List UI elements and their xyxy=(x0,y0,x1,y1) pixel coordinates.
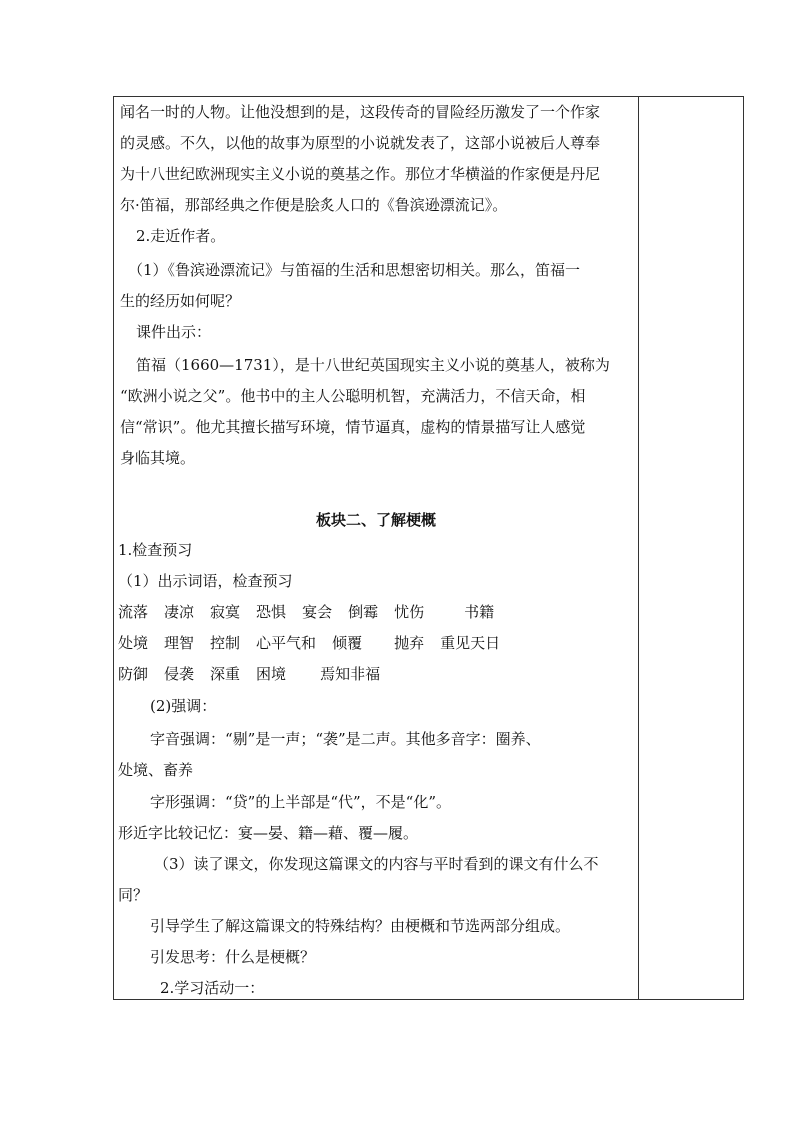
intro-line-1: 闻名一时的人物。让他没想到的是，这段传奇的冒险经历激发了一个作家 xyxy=(120,103,601,121)
intro-line-4: 尔·笛福，那部经典之作便是脍炙人口的《鲁滨逊漂流记》。 xyxy=(120,196,508,214)
word: 心平气和 xyxy=(256,634,317,652)
bio-line-2: “欧洲小说之父”。他书中的主人公聪明机智，充满活力，不信天命，相 xyxy=(120,387,586,405)
courseware-label: 课件出示： xyxy=(136,323,212,341)
word: 理智 xyxy=(164,634,195,652)
notes-cell xyxy=(639,97,743,999)
emphasis-label: (2)强调： xyxy=(150,697,217,715)
section-approach-author: 2.走近作者。 xyxy=(136,227,226,245)
question-1-line-1: （1）《鲁滨逊漂流记》与笛福的生活和思想密切相关。那么，笛福一 xyxy=(128,261,581,279)
question-3-line-1: （3）读了课文，你发现这篇课文的内容与平时看到的课文有什么不 xyxy=(154,855,599,873)
word: 忧伤 xyxy=(394,603,425,621)
word: 焉知非福 xyxy=(320,665,381,683)
similar-char-compare: 形近字比较记忆：宴—晏、籍—藉、覆—履。 xyxy=(118,824,419,842)
intro-line-3: 为十八世纪欧洲现实主义小说的奠基之作。那位才华横溢的作家便是丹尼 xyxy=(120,165,601,183)
bio-line-4: 身临其境。 xyxy=(120,449,196,467)
word: 侵袭 xyxy=(164,665,195,683)
word: 流落 xyxy=(118,603,149,621)
word: 困境 xyxy=(256,665,287,683)
section-2-title: 板块二、了解梗概 xyxy=(315,511,436,529)
word: 书籍 xyxy=(464,603,495,621)
word: 防御 xyxy=(118,665,149,683)
pronunciation-line-2: 处境、畜养 xyxy=(118,761,194,779)
shape-emphasis: 字形强调：“贷”的上半部是“代”，不是“化”。 xyxy=(150,793,452,811)
learning-activity-1: 2.学习活动一： xyxy=(160,979,265,997)
word: 倒霉 xyxy=(348,603,379,621)
words-intro: （1）出示词语，检查预习 xyxy=(118,572,293,590)
word-row-3 xyxy=(118,659,396,689)
guide-students: 引导学生了解这篇课文的特殊结构？由梗概和节选两部分组成。 xyxy=(150,917,571,935)
word: 倾覆 xyxy=(332,634,363,652)
word: 宴会 xyxy=(302,603,333,621)
word: 抛弃 xyxy=(394,634,425,652)
pronunciation-line-1: 字音强调：“剔”是一声；“袭”是二声。其他多音字：圈养、 xyxy=(150,730,541,748)
word-row-1 xyxy=(118,597,510,627)
bio-line-1: 笛福（1660—1731），是十八世纪英国现实主义小说的奠基人，被称为 xyxy=(136,356,610,374)
question-1-line-2: 生的经历如何呢？ xyxy=(120,292,241,310)
word-row-2 xyxy=(118,628,516,658)
lesson-content-cell xyxy=(114,97,638,999)
word: 深重 xyxy=(210,665,241,683)
word: 凄凉 xyxy=(164,603,195,621)
word: 重见天日 xyxy=(440,634,501,652)
word: 寂寞 xyxy=(210,603,241,621)
prompt-thinking: 引发思考：什么是梗概？ xyxy=(150,948,316,966)
intro-line-2: 的灵感。不久，以他的故事为原型的小说就发表了，这部小说被后人尊奉 xyxy=(120,134,601,152)
word: 恐惧 xyxy=(256,603,287,621)
bio-line-3: 信“常识”。他尤其擅长描写环境，情节逼真，虚构的情景描写让人感觉 xyxy=(120,418,586,436)
word: 控制 xyxy=(210,634,241,652)
question-3-line-2: 同？ xyxy=(118,886,149,904)
check-preview: 1.检查预习 xyxy=(118,541,193,559)
word: 处境 xyxy=(118,634,149,652)
